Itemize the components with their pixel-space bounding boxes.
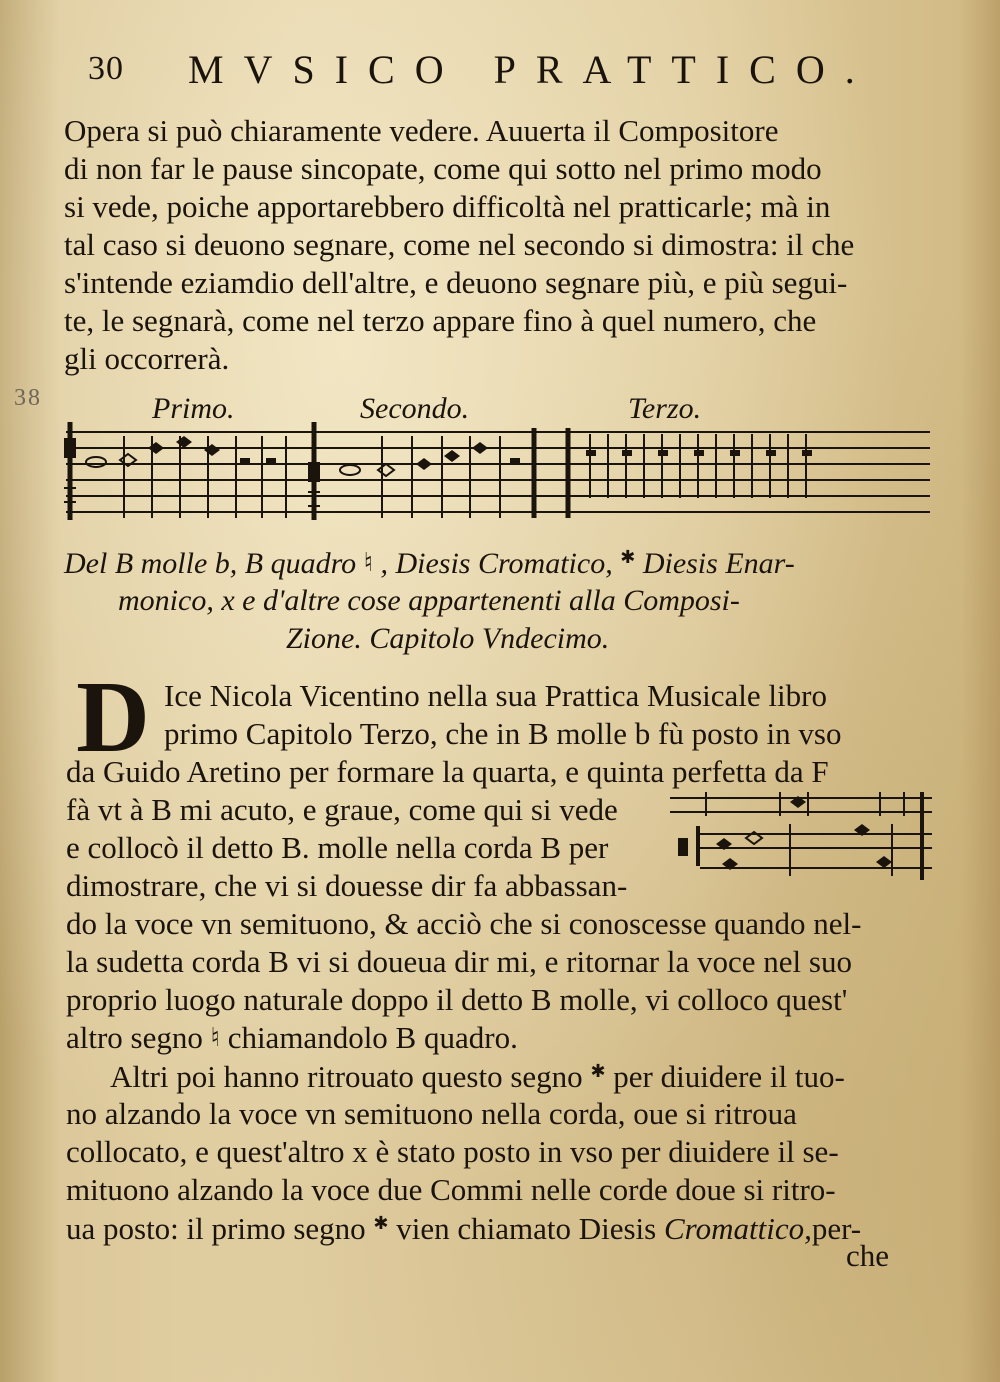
diesis-sign-icon: ✱ [620, 547, 636, 567]
catchword: che [846, 1238, 890, 1273]
text-line: mituono alzando la voce due Commi nelle corde doue si ritro- [66, 1172, 836, 1207]
b-quadro-sign-icon: ♮ [363, 548, 373, 577]
music-label-primo: Primo. [152, 392, 235, 425]
text-segment: Cromattico, [664, 1211, 812, 1246]
text-segment: altro segno [66, 1020, 203, 1055]
music-label-terzo: Terzo. [628, 392, 702, 425]
text-line: da Guido Aretino per formare la quarta, e quinta perfetta da F [66, 754, 829, 789]
text-line: te, le segnarà, come nel terzo appare fino à quel numero, che [64, 303, 817, 338]
text-line: gli occorrerà. [64, 341, 230, 376]
text-line: Ice Nicola Vicentino nella sua Prattica Musicale libro [164, 678, 827, 713]
chapter-title-text: Del B molle b, B quadro [64, 547, 357, 580]
text-segment: Altri poi hanno ritrouato questo segno [110, 1059, 583, 1094]
text-line: no alzando la voce vn semituono nella corda, oue si ritroua [66, 1096, 797, 1131]
text-line: Opera si può chiaramente vedere. Auuerta il Compositore [64, 113, 779, 148]
chapter-title-line-1 [64, 544, 795, 582]
text-segment: ua posto: il primo segno [66, 1211, 366, 1246]
running-title: MVSICO PRATTICO. [188, 47, 875, 92]
text-line: di non far le pause sincopate, come qui sotto nel primo modo [64, 151, 822, 186]
text-segment: per diuidere il tuo- [613, 1059, 845, 1094]
diesis-sign-icon: ✱ [373, 1213, 389, 1233]
music-staff-b-molle [670, 790, 938, 886]
text-line: si vede, poiche apportarebbero difficoltà nel pratticarle; mà in [64, 189, 831, 224]
text-line: do la voce vn semituono, & acciò che si conoscesse quando nel- [66, 906, 862, 941]
text-line-cromattico [66, 1210, 861, 1247]
page-header [88, 46, 875, 96]
text-segment: per- [811, 1211, 862, 1246]
text-line: dimostrare, che vi si douesse dir fa abbassan- [66, 868, 628, 903]
text-segment: vien chiamato Diesis [396, 1211, 657, 1246]
music-label-secondo: Secondo. [360, 392, 470, 425]
page-number: 30 [88, 50, 124, 87]
music-staff-svg [60, 422, 940, 524]
diesis-sign-icon: ✱ [590, 1061, 606, 1081]
b-quadro-sign-icon: ♮ [210, 1023, 220, 1052]
text-line: e collocò il detto B. molle nella corda B per [66, 830, 609, 865]
text-line: proprio luogo naturale doppo il detto B molle, vi colloco quest' [66, 982, 848, 1017]
margin-note: 38 [14, 385, 42, 411]
text-line: s'intende eziamdio dell'altre, e deuono segnare più, e più segui- [64, 265, 848, 300]
text-line: tal caso si deuono segnare, come nel secondo si dimostra: il che [64, 227, 855, 262]
text-line-b-quadro [66, 1020, 518, 1056]
music-staff-small-svg [670, 790, 938, 886]
text-line: fà vt à B mi acuto, e graue, come qui si vede [66, 792, 618, 827]
text-line-diesis [110, 1058, 845, 1095]
music-staff-example [60, 422, 940, 524]
chapter-title-text: , Diesis Cromatico, [380, 547, 613, 580]
text-line: collocato, e quest'altro x è stato posto in vso per diuidere il se- [66, 1134, 839, 1169]
text-segment: chiamandolo B quadro. [227, 1020, 518, 1055]
chapter-title-line-2: monico, x e d'altre cose appartenenti alla Composi- [118, 584, 740, 617]
text-line: la sudetta corda B vi si doueua dir mi, e ritornar la voce nel suo [66, 944, 852, 979]
chapter-title-text: Diesis Enar- [642, 547, 795, 580]
text-line: primo Capitolo Terzo, che in B molle b fù posto in vso [164, 716, 842, 751]
drop-cap: D [76, 661, 150, 774]
chapter-title-line-3: Zione. Capitolo Vndecimo. [286, 622, 610, 655]
